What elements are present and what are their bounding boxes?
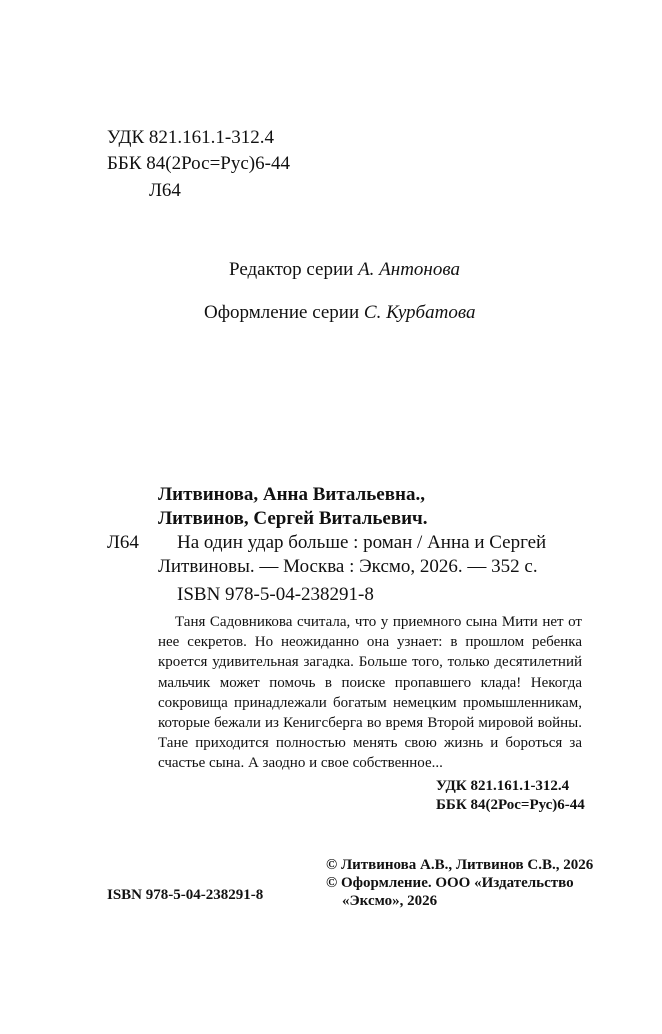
annotation: Таня Садовникова считала, что у приемного сына Мити нет от нее секретов. Но неожиданно она узнает: в прошлом ребенка кроется удивительная загадка. Больше того, только десятилетний мальчик может помочь в поиске пропавшего клада! Некогда сокровища принадлежали богатым немецким промышленникам, которые бежали из Кенигсберга во время Второй мировой войны. Тане приходится полностью менять свою жизнь и бороться за счастье сына. А заодно и свое собственное... [158, 614, 582, 772]
editor-name: А. Антонова [358, 259, 460, 280]
bib-author-mark: Л64 [107, 532, 139, 553]
design-name: С. Курбатова [363, 302, 476, 323]
editor-label: Редактор серии [229, 259, 354, 280]
isbn-bottom: ISBN 978-5-04-238291-8 [107, 887, 264, 903]
copyright-line-1: © Литвинова А.В., Литвинов С.В., 2026 [326, 857, 594, 873]
copyright-line-3: «Эксмо», 2026 [342, 893, 438, 909]
author-1: Литвинова, Анна Витальевна., [158, 484, 425, 505]
author-mark-top: Л64 [149, 180, 181, 201]
design-label: Оформление серии [204, 302, 360, 323]
editor-credit [229, 259, 460, 281]
udk-top: УДК 821.161.1-312.4 [107, 127, 274, 148]
bbk-bottom: ББК 84(2Рос=Рус)6-44 [436, 797, 585, 813]
author-2: Литвинов, Сергей Витальевич. [158, 508, 428, 529]
design-credit [204, 302, 475, 324]
bib-title-line-1: На один удар больше : роман / Анна и Сергей [177, 532, 547, 553]
bib-isbn: ISBN 978-5-04-238291-8 [177, 584, 374, 605]
bib-title-line-2: Литвиновы. — Москва : Эксмо, 2026. — 352 с. [158, 556, 538, 577]
bbk-top: ББК 84(2Рос=Рус)6-44 [107, 153, 290, 174]
copyright-line-2: © Оформление. ООО «Издательство [326, 875, 574, 891]
udk-bottom: УДК 821.161.1-312.4 [436, 778, 570, 794]
